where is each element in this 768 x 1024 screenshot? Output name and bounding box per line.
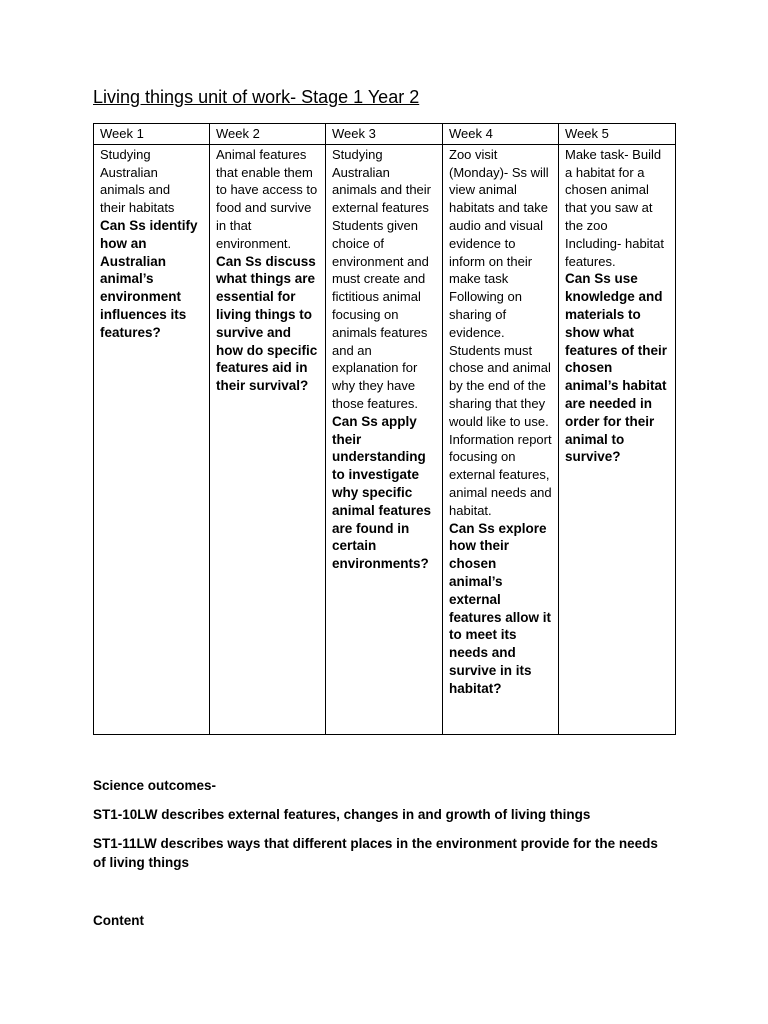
table-row bbox=[94, 144, 676, 734]
week-4-question: Can Ss explore how their chosen animal’s external features allow it to meet its needs and survive in its habitat? bbox=[449, 520, 552, 696]
table-header-row bbox=[94, 124, 676, 145]
content-heading: Content bbox=[93, 913, 144, 928]
week-5-description: Make task- Build a habitat for a chosen animal that you saw at the zoo Including- habitat features. bbox=[565, 146, 665, 269]
week-5-question: Can Ss use knowledge and materials to show what features of their chosen animal’s habitat are needed in order for their animal to survive? bbox=[565, 271, 668, 465]
week-3-question: Can Ss apply their understanding to investigate why specific animal features are found in certain environments? bbox=[332, 413, 432, 572]
cell-week-1 bbox=[94, 144, 210, 734]
week-1-description: Studying Australian animals and their habitats bbox=[100, 146, 175, 216]
week-4-description: Zoo visit (Monday)- Ss will view animal habitats and take audio and visual evidence to inform on their make task Following on sharing of evidence. Students must chose and animal by the end of the sharing that they would like to use. Information report focusing on external features, animal needs and habitat. bbox=[449, 146, 552, 518]
week-1-question: Can Ss identify how an Australian animal’s environment influences its features? bbox=[100, 217, 198, 340]
document-title: Living things unit of work- Stage 1 Year 2 bbox=[93, 87, 420, 107]
week-2-question: Can Ss discuss what things are essential for living things to survive and how do specific features aid in their survival? bbox=[216, 253, 318, 394]
cell-week-2 bbox=[210, 144, 326, 734]
header-week-2: Week 2 bbox=[210, 124, 326, 145]
outcome-st1-10lw: ST1-10LW describes external features, changes in and growth of living things bbox=[93, 807, 591, 822]
outcome-st1-11lw: ST1-11LW describes ways that different places in the environment provide for the needs of living things bbox=[93, 836, 658, 870]
header-week-5: Week 5 bbox=[559, 124, 676, 145]
cell-week-3 bbox=[326, 144, 443, 734]
header-week-1: Week 1 bbox=[94, 124, 210, 145]
week-3-description: Studying Australian animals and their external features Students given choice of environment and must create and fictitious animal focusing on animals features and an explanation for why they have those features. bbox=[332, 146, 431, 411]
header-week-3: Week 3 bbox=[326, 124, 443, 145]
unit-plan-table bbox=[93, 123, 676, 735]
science-outcomes-heading: Science outcomes- bbox=[93, 778, 217, 793]
week-2-description: Animal features that enable them to have access to food and survive in that environment. bbox=[216, 146, 318, 251]
cell-week-5 bbox=[559, 144, 676, 734]
cell-week-4 bbox=[443, 144, 559, 734]
header-week-4: Week 4 bbox=[443, 124, 559, 145]
